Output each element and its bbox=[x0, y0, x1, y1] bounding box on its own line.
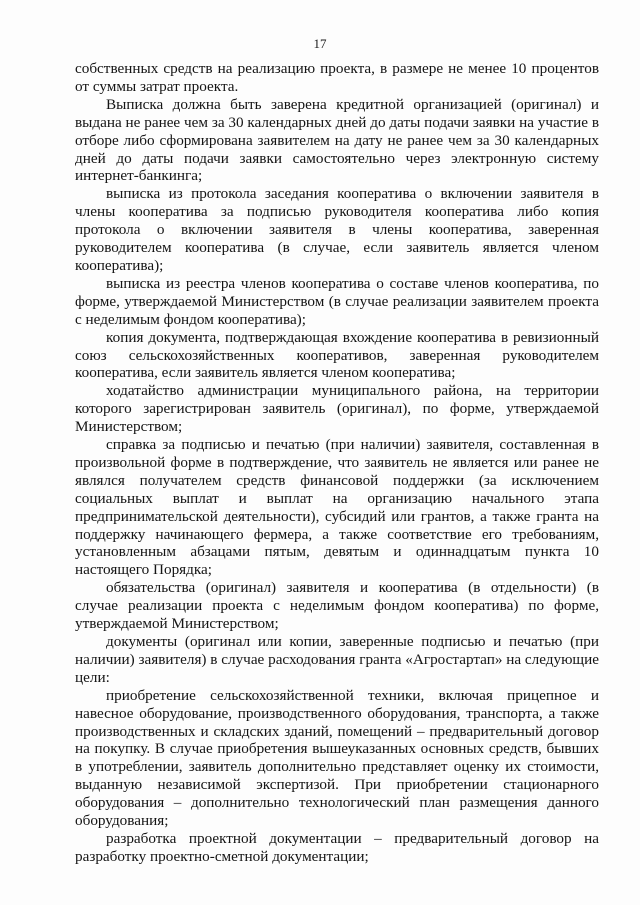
paragraph-obligations: обязательства (оригинал) заявителя и кооператива (в отдельности) (в случае реализации проекта с неделимым фондом кооператива) по форме, утверждаемой Министерством; bbox=[75, 579, 599, 633]
paragraph-equipment-purchase: приобретение сельскохозяйственной техники, включая прицепное и навесное оборудование, производственного оборудования, транспорта, а также производственных и складских зданий, помещений – предварительный договор на покупку. В случае приобретения вышеуказанных основных средств, бывших в употреблении, заявитель дополнительно представляет оценку их стоимости, выданную независимой экспертизой. При приобретении стационарного оборудования – дополнительно технологический план размещения данного оборудования; bbox=[75, 686, 599, 830]
paragraph-documents: документы (оригинал или копии, заверенные подписью и печатью (при наличии) заявителя) в случае расходования гранта «Агростартап» на следующие цели: bbox=[75, 633, 599, 686]
page-number: 17 bbox=[313, 36, 327, 51]
paragraph-certificate: справка за подписью и печатью (при наличии) заявителя, составленная в произвольной форме в подтверждение, что заявитель не является или ранее не являлся получателем средств финансовой поддержки (за исключением социальных выплат и выплат на организацию начального этапа предпринимательской деятельности), субсидий или грантов, а также гранта на поддержку начинающего фермера, а также соответствие его требованиям, установленным абзацами пятым, девятым и одиннадцатым пункта 10 настоящего Порядка; bbox=[75, 436, 599, 579]
paragraph-petition: ходатайство администрации муниципального района, на территории которого зарегистрирован заявитель (оригинал), по форме, утверждаемой Министерством; bbox=[75, 382, 599, 436]
paragraph-continuation: собственных средств на реализацию проекта, в размере не менее 10 процентов от суммы затрат проекта. bbox=[75, 60, 599, 95]
document-body bbox=[75, 60, 599, 866]
paragraph-protocol-extract: выписка из протокола заседания кооператива о включении заявителя в члены кооператива за подписью руководителя кооператива либо копия протокола о включении заявителя в члены кооператива, заверенная руководителем кооператива (в случае, если заявитель является членом кооператива); bbox=[75, 185, 599, 274]
paragraph-bank-statement: Выписка должна быть заверена кредитной организацией (оригинал) и выдана не ранее чем за 30 календарных дней до даты подачи заявки на участие в отборе либо сформирована заявителем на дату не ранее чем за 30 календарных дней до даты подачи заявки самостоятельно через электронную систему интернет-банкинга; bbox=[75, 95, 599, 185]
paragraph-registry-extract: выписка из реестра членов кооператива о составе членов кооператива, по форме, утверждаемой Министерством (в случае реализации заявителем проекта с неделимым фондом кооператива); bbox=[75, 274, 599, 328]
paragraph-project-documentation: разработка проектной документации – предварительный договор на разработку проектно-сметной документации; bbox=[75, 829, 599, 865]
paragraph-audit-union-copy: копия документа, подтверждающая вхождение кооператива в ревизионный союз сельскохозяйственных кооперативов, заверенная руководителем кооператива, если заявитель является членом кооператива; bbox=[75, 328, 599, 382]
